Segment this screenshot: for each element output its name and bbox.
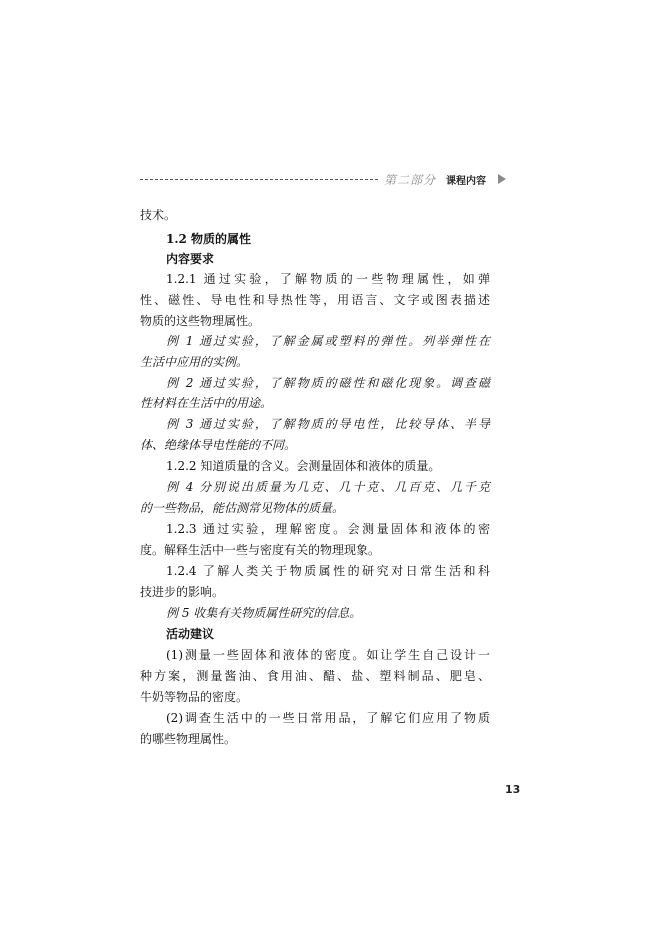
- paragraph-line: (1)测量一些固体和液体的密度。如让学生自己设计一: [166, 648, 490, 662]
- paragraph-line: 技进步的影响。: [140, 585, 225, 599]
- header-section-title: 课程内容: [446, 176, 486, 187]
- example-line: 例 5 收集有关物质属性研究的信息。: [166, 606, 362, 620]
- subheading-content-requirements: 内容要求: [166, 252, 215, 266]
- paragraph-line: 牛奶等物品的密度。: [140, 690, 249, 704]
- paragraph-line: 物质的这些物理属性。: [140, 314, 261, 328]
- example-line: 例 3 通过实验，了解物质的导电性，比较导体、半导: [166, 417, 490, 431]
- paragraph-line: (2)调查生活中的一些日常用品，了解它们应用了物质: [166, 711, 490, 725]
- paragraph-line: 1.2.1 通过实验，了解物质的一些物理属性，如弹: [166, 272, 490, 286]
- example-line: 性材料在生活中的用途。: [140, 396, 273, 410]
- example-line: 例 2 通过实验，了解物质的磁性和磁化现象。调查磁: [166, 376, 490, 390]
- example-line: 体、绝缘体导电性能的不同。: [140, 438, 297, 452]
- example-line: 例 4 分别说出质量为几克、几十克、几百克、几千克: [166, 480, 490, 494]
- header-arrow-icon: [498, 174, 506, 184]
- paragraph-line: 1.2.3 通过实验，理解密度。会测量固体和液体的密: [166, 522, 490, 536]
- example-line: 生活中应用的实例。: [140, 355, 249, 369]
- example-line: 例 1 通过实验，了解金属或塑料的弹性。列举弹性在: [166, 334, 490, 348]
- paragraph-line: 度。解释生活中一些与密度有关的物理现象。: [140, 543, 381, 557]
- subheading-activity-suggestions: 活动建议: [166, 627, 215, 641]
- section-heading: 1.2 物质的属性: [166, 232, 252, 246]
- header-part-title: 第二部分: [384, 173, 437, 187]
- page-number: 13: [505, 783, 521, 796]
- paragraph-line: 1.2.4 了解人类关于物质属性的研究对日常生活和科: [166, 564, 490, 578]
- header-dashed-rule: [140, 179, 378, 180]
- paragraph-line: 性、磁性、导电性和导热性等，用语言、文字或图表描述: [140, 293, 490, 307]
- example-line: 的一些物品，能估测常见物体的质量。: [140, 501, 345, 515]
- running-header: [140, 171, 510, 189]
- paragraph-line: 技术。: [140, 208, 177, 222]
- paragraph-line: 1.2.2 知道质量的含义。会测量固体和液体的质量。: [166, 459, 441, 473]
- paragraph-line: 种方案，测量酱油、食用油、醋、盐、塑料制品、肥皂、: [140, 669, 490, 683]
- paragraph-line: 的哪些物理属性。: [140, 732, 237, 746]
